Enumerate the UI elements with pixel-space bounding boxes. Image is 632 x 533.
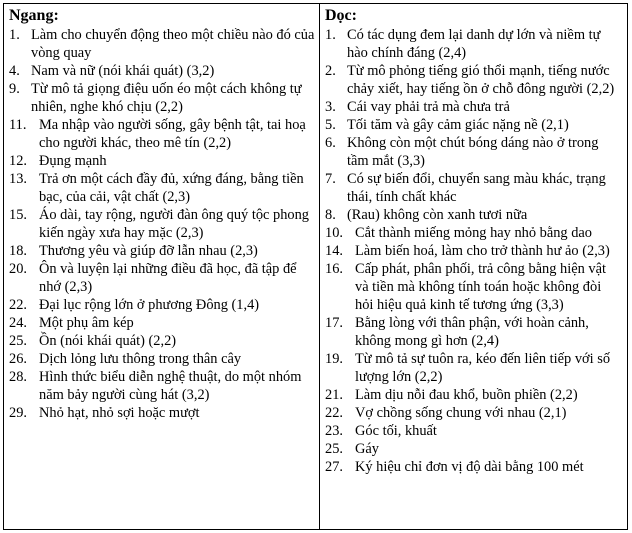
clue-item bbox=[9, 296, 315, 314]
clue-number: 15. bbox=[9, 207, 27, 223]
clue-item bbox=[9, 314, 315, 332]
clue-item bbox=[325, 134, 623, 170]
clue-text: Từ mô phỏng tiếng gió thổi mạnh, tiếng nước chảy xiết, hay tiếng ồn ở chỗ đông người (2,2) bbox=[347, 63, 615, 97]
clue-text: Gáy bbox=[355, 441, 379, 457]
clue-number: 22. bbox=[9, 297, 27, 313]
clue-item bbox=[325, 242, 623, 260]
clue-item bbox=[9, 170, 315, 206]
clue-item bbox=[325, 26, 623, 62]
clue-text: Cái vay phải trả mà chưa trả bbox=[347, 99, 510, 115]
clue-item bbox=[325, 116, 623, 134]
clue-item bbox=[325, 62, 623, 98]
clue-text: Tối tăm và gây cảm giác nặng nề (2,1) bbox=[347, 117, 569, 133]
clue-number: 22. bbox=[325, 405, 343, 421]
clue-item bbox=[325, 350, 623, 386]
clue-text: Hình thức biểu diễn nghệ thuật, do một nhóm năm bảy người cùng hát (3,2) bbox=[39, 369, 302, 403]
clue-item bbox=[9, 116, 315, 152]
clue-number: 7. bbox=[325, 171, 336, 187]
clue-text: Nhỏ hạt, nhỏ sợi hoặc mượt bbox=[39, 405, 200, 421]
clue-number: 2. bbox=[325, 63, 336, 79]
clue-text: Bằng lòng với thân phận, với hoàn cảnh, không mong gì hơn (2,4) bbox=[355, 315, 589, 349]
clue-number: 27. bbox=[325, 459, 343, 475]
clue-item bbox=[325, 314, 623, 350]
clue-item bbox=[325, 422, 623, 440]
across-clue-list bbox=[9, 26, 315, 422]
clue-text: Dịch lỏng lưu thông trong thân cây bbox=[39, 351, 242, 367]
clue-number: 10. bbox=[325, 225, 343, 241]
clue-text: Trả ơn một cách đầy đủ, xứng đáng, bằng tiền bạc, của cải, vật chất (2,3) bbox=[39, 171, 304, 205]
clue-number: 25. bbox=[9, 333, 27, 349]
clue-item bbox=[9, 242, 315, 260]
clue-item bbox=[325, 206, 623, 224]
down-column bbox=[320, 4, 627, 529]
clue-item bbox=[9, 206, 315, 242]
clue-number: 17. bbox=[325, 315, 343, 331]
clue-text: Làm dịu nỗi đau khổ, buồn phiền (2,2) bbox=[355, 387, 578, 403]
clue-number: 24. bbox=[9, 315, 27, 331]
down-heading: Dọc: bbox=[325, 7, 357, 24]
clue-number: 21. bbox=[325, 387, 343, 403]
clue-text: Một phụ âm kép bbox=[39, 315, 134, 331]
clue-text: Từ mô tả sự tuôn ra, kéo đến liên tiếp với số lượng lớn (2,2) bbox=[355, 351, 611, 385]
clue-item bbox=[9, 260, 315, 296]
clue-number: 14. bbox=[325, 243, 343, 259]
clue-text: Ôn và luyện lại những điều đã học, đã tập để nhớ (2,3) bbox=[39, 261, 297, 295]
clue-number: 13. bbox=[9, 171, 27, 187]
clue-text: Làm cho chuyển động theo một chiều nào đó của vòng quay bbox=[31, 27, 315, 61]
clue-item bbox=[325, 440, 623, 458]
clue-number: 28. bbox=[9, 369, 27, 385]
clue-item bbox=[325, 404, 623, 422]
clue-number: 29. bbox=[9, 405, 27, 421]
clue-item bbox=[9, 80, 315, 116]
clue-text: Ồn (nói khái quát) (2,2) bbox=[39, 333, 177, 349]
clue-item bbox=[9, 368, 315, 404]
clue-text: Thương yêu và giúp đỡ lẫn nhau (2,3) bbox=[39, 243, 258, 259]
clue-text: Áo dài, tay rộng, người đàn ông quý tộc phong kiến ngày xưa hay mặc (2,3) bbox=[39, 207, 310, 241]
clue-text: Ma nhập vào người sống, gây bệnh tật, tai hoạ cho người khác, theo mê tín (2,2) bbox=[39, 117, 306, 151]
clue-text: Không còn một chút bóng dáng nào ở trong tầm mắt (3,3) bbox=[347, 135, 599, 169]
clue-number: 11. bbox=[9, 117, 27, 133]
clue-item bbox=[9, 332, 315, 350]
clue-number: 9. bbox=[9, 81, 20, 97]
clue-text: Làm biến hoá, làm cho trở thành hư ảo (2,3) bbox=[355, 243, 610, 259]
clue-number: 8. bbox=[325, 207, 336, 223]
clue-number: 26. bbox=[9, 351, 27, 367]
clue-text: Cắt thành miếng mỏng hay nhỏ bằng dao bbox=[355, 225, 593, 241]
clue-item bbox=[325, 224, 623, 242]
clue-text: Nam và nữ (nói khái quát) (3,2) bbox=[31, 63, 215, 79]
clue-number: 6. bbox=[325, 135, 336, 151]
clue-item bbox=[9, 404, 315, 422]
clue-item bbox=[325, 260, 623, 314]
clue-item bbox=[9, 26, 315, 62]
clue-item bbox=[325, 98, 623, 116]
clue-text: Đại lục rộng lớn ở phương Đông (1,4) bbox=[39, 297, 260, 313]
down-clue-list bbox=[325, 26, 623, 476]
clue-text: Vợ chồng sống chung với nhau (2,1) bbox=[355, 405, 567, 421]
clue-number: 18. bbox=[9, 243, 27, 259]
clue-item bbox=[9, 62, 315, 80]
clue-item bbox=[325, 458, 623, 476]
clue-number: 20. bbox=[9, 261, 27, 277]
clue-number: 25. bbox=[325, 441, 343, 457]
across-heading: Ngang: bbox=[9, 7, 59, 24]
clue-number: 1. bbox=[9, 27, 20, 43]
clue-text: Cấp phát, phân phối, trả công bằng hiện vật và tiền mà không tính toán hoặc không đòi hỏi hiệu quả kinh tế tương ứng (3,3) bbox=[355, 261, 606, 313]
clue-text: (Rau) không còn xanh tươi nữa bbox=[347, 207, 528, 223]
clue-number: 16. bbox=[325, 261, 343, 277]
clue-item bbox=[325, 170, 623, 206]
clue-text: Ký hiệu chỉ đơn vị độ dài bằng 100 mét bbox=[355, 459, 584, 475]
clue-text: Từ mô tả giọng điệu uốn éo một cách không tự nhiên, nghe khó chịu (2,2) bbox=[31, 81, 302, 115]
clue-number: 12. bbox=[9, 153, 27, 169]
clue-number: 23. bbox=[325, 423, 343, 439]
clue-item bbox=[9, 152, 315, 170]
clue-item bbox=[9, 350, 315, 368]
clue-text: Có sự biến đổi, chuyển sang màu khác, trạng thái, tính chất khác bbox=[347, 171, 606, 205]
crossword-clues-table bbox=[3, 3, 628, 530]
clue-number: 3. bbox=[325, 99, 336, 115]
clue-text: Góc tối, khuất bbox=[355, 423, 437, 439]
clue-number: 4. bbox=[9, 63, 20, 79]
clue-number: 19. bbox=[325, 351, 343, 367]
clue-item bbox=[325, 386, 623, 404]
clue-number: 5. bbox=[325, 117, 336, 133]
clue-number: 1. bbox=[325, 27, 336, 43]
clue-text: Đụng mạnh bbox=[39, 153, 107, 169]
clue-text: Có tác dụng đem lại danh dự lớn và niềm tự hào chính đáng (2,4) bbox=[347, 27, 601, 61]
across-column bbox=[4, 4, 320, 529]
